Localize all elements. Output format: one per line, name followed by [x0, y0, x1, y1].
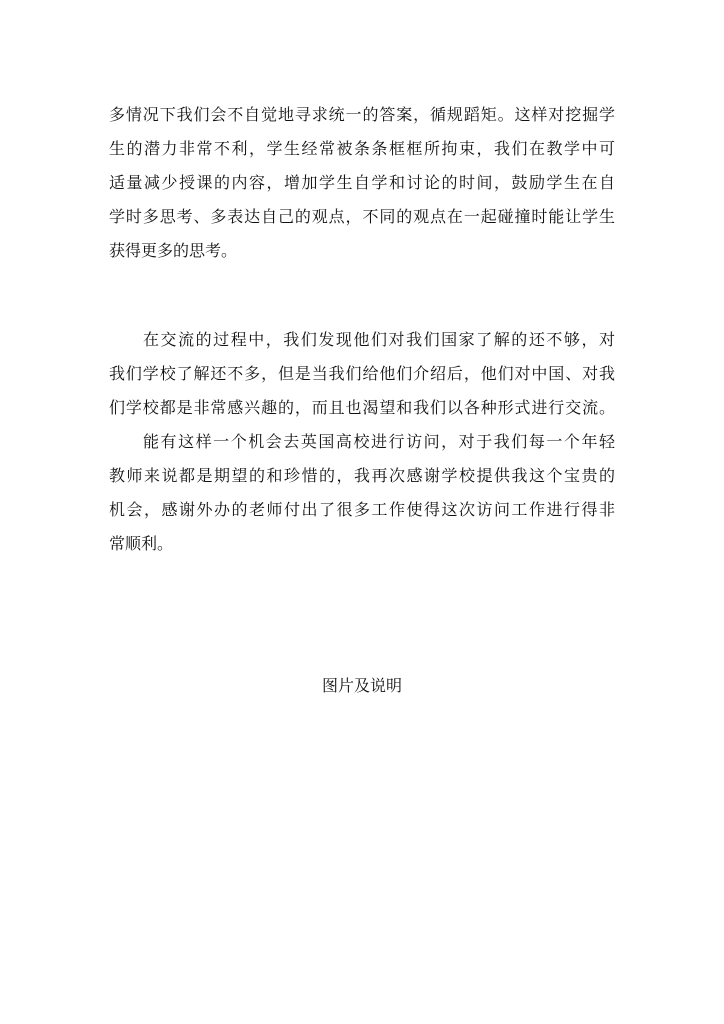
paragraph-2-line: 们学校都是非常感兴趣的，而且也渴望和我们以各种形式进行交流。 [109, 398, 615, 417]
paragraph-3-line: 常顺利。 [109, 534, 174, 553]
paragraph-3-line [109, 431, 615, 453]
paragraph-1-line: 学时多思考、多表达自己的观点，不同的观点在一起碰撞时能让学生 [109, 207, 615, 226]
paragraph-3-line: 教师来说都是期望的和珍惜的，我再次感谢学校提供我这个宝贵的 [109, 466, 615, 485]
paragraph-2-line-text: 在交流的过程中，我们发现他们对我们国家了解的还不够，对 [143, 330, 615, 349]
paragraph-2-line [109, 329, 615, 351]
paragraph-3-line-text: 能有这样一个机会去英国高校进行访问，对于我们每一个年轻 [143, 432, 615, 451]
paragraph-2-line: 我们学校了解还不多，但是当我们给他们介绍后，他们对中国、对我 [109, 364, 615, 383]
paragraph-3-line: 机会，感谢外办的老师付出了很多工作使得这次访问工作进行得非 [109, 500, 615, 519]
paragraph-1-line: 多情况下我们会不自觉地寻求统一的答案，循规蹈矩。这样对挖掘学 [109, 105, 615, 124]
paragraph-1-line: 生的潜力非常不利，学生经常被条条框框所拘束，我们在教学中可 [109, 139, 615, 158]
image-caption: 图片及说明 [321, 676, 402, 695]
paragraph-1-line: 适量减少授课的内容，增加学生自学和讨论的时间，鼓励学生在自 [109, 173, 615, 192]
paragraph-1-line: 获得更多的思考。 [109, 241, 238, 260]
